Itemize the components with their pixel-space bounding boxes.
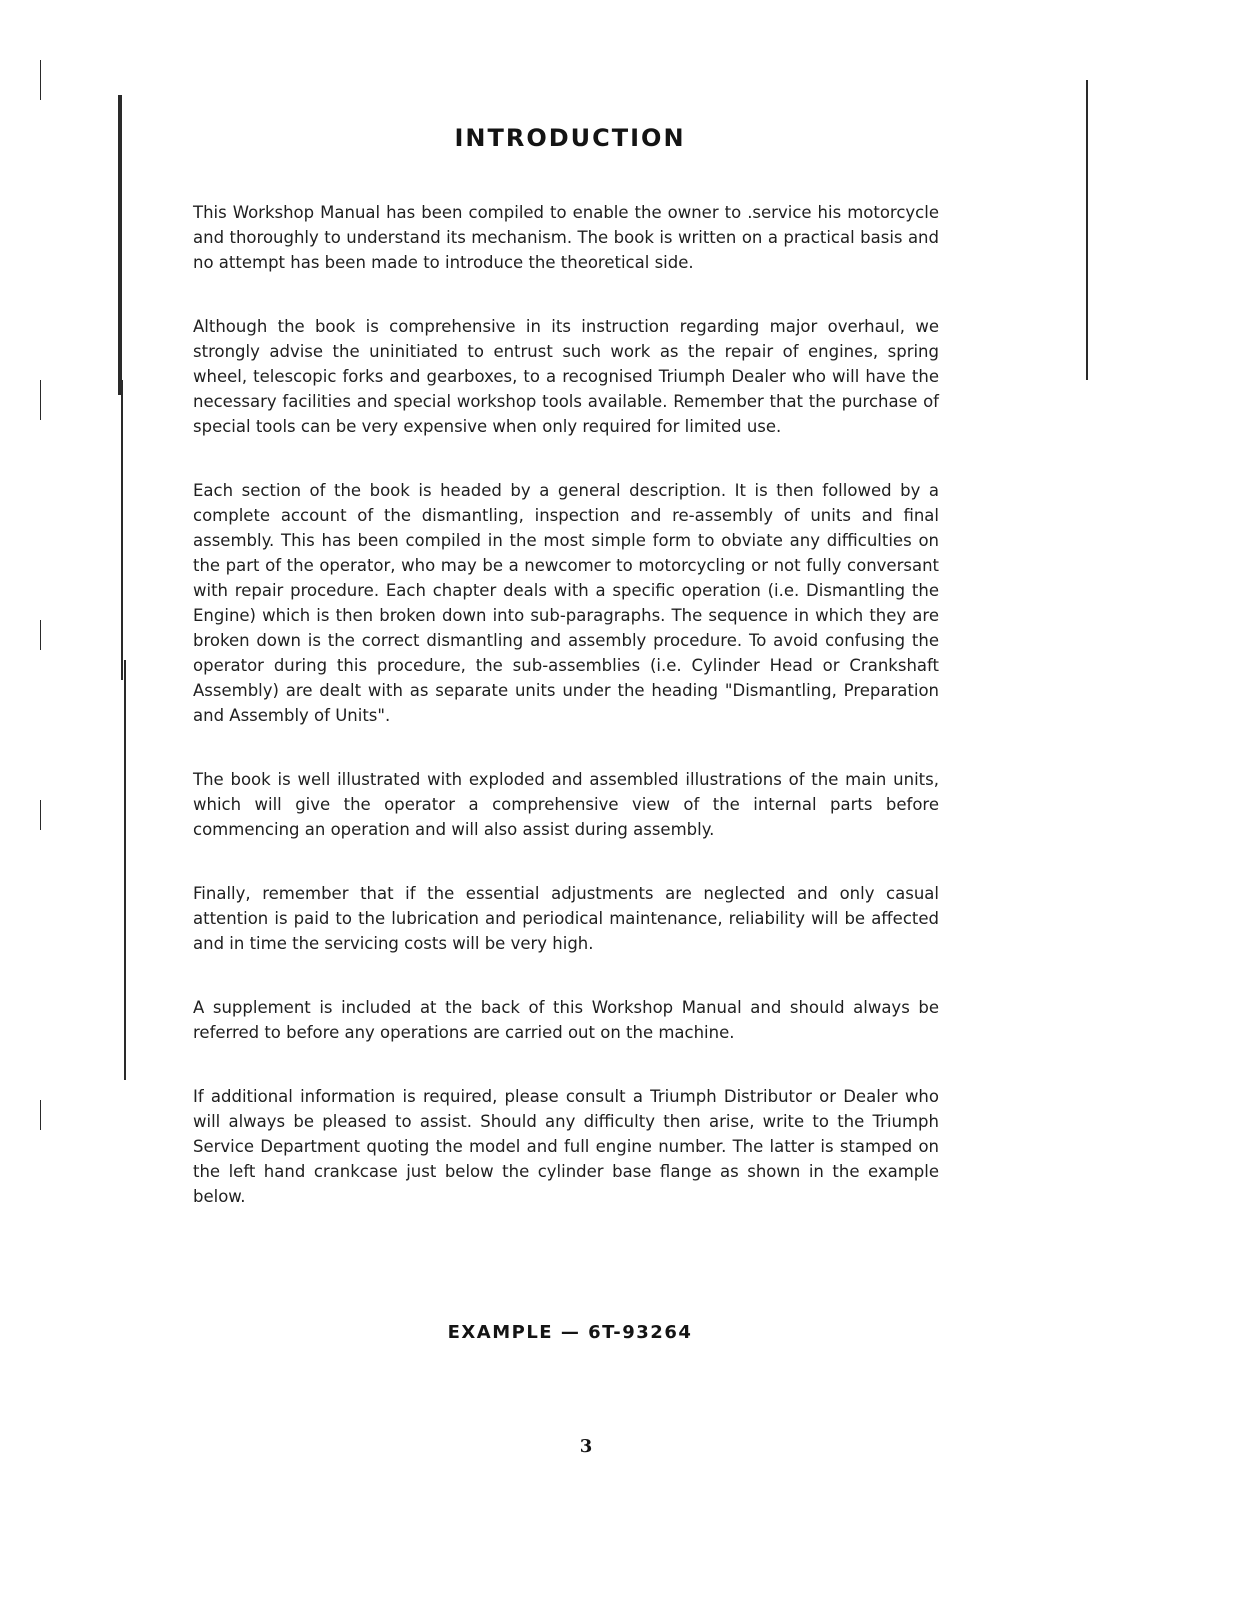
scan-margin-line [40, 380, 41, 420]
paragraph-maintenance: Finally, remember that if the essential adjustments are neglected and only casual attention is paid to the lubrication and periodical maintenance, reliability will be affected and in time the servicing costs will be very high. [193, 884, 939, 953]
paragraph-purpose: This Workshop Manual has been compiled to enable the owner to .service his motorcycle and thoroughly to understand its mechanism. The book is written on a practical basis and no attempt has been made to introduce the theoretical side. [193, 203, 939, 272]
paragraph-dealer-advice: Although the book is comprehensive in its instruction regarding major overhaul, we strongly advise the uninitiated to entrust such work as the repair of engines, spring wheel, telescopic forks and gearboxes, to a recognised Triumph Dealer who will have the necessary facilities and special workshop tools available. Remember that the purchase of special tools can be very expensive when only required for limited use. [193, 317, 939, 436]
engine-number-example: EXAMPLE — 6T-93264 [447, 1322, 693, 1343]
scan-margin-line [40, 60, 41, 100]
paragraph-illustrations: The book is well illustrated with exploded and assembled illustrations of the main units, which will give the operator a comprehensive view of the internal parts before commencing an operation and will also assist during assembly. [193, 770, 939, 839]
scan-margin-line [124, 660, 126, 1080]
paragraph-supplement: A supplement is included at the back of this Workshop Manual and should always be referred to before any operations are carried out on the machine. [193, 998, 939, 1042]
scan-margin-line [40, 800, 41, 830]
paragraph-contact: If additional information is required, please consult a Triumph Distributor or Dealer who will always be pleased to assist. Should any difficulty then arise, write to the Triumph Service Department quoting the model and full engine number. The latter is stamped on the left hand crankcase just below the cylinder base flange as shown in the example below. [193, 1087, 939, 1206]
scan-margin-line [40, 1100, 41, 1130]
body-text [193, 200, 939, 1248]
paragraph-structure: Each section of the book is headed by a general description. It is then followed by a complete account of the dismantling, inspection and re-assembly of units and final assembly. This has been compiled in the most simple form to obviate any difficulties on the part of the operator, who may be a newcomer to motorcycling or not fully conversant with repair procedure. Each chapter deals with a specific operation (i.e. Dismantling the Engine) which is then broken down into sub-paragraphs. The sequence in which they are broken down is the correct dismantling and assembly procedure. To avoid confusing the operator during this procedure, the sub-assemblies (i.e. Cylinder Head or Crankshaft Assembly) are dealt with as separate units under the heading "Dismantling, Preparation and Assembly of Units". [193, 481, 939, 725]
page-title: INTRODUCTION [454, 124, 686, 153]
page-number: 3 [579, 1436, 593, 1457]
scan-margin-line [40, 620, 41, 650]
scan-margin-line [121, 380, 123, 680]
